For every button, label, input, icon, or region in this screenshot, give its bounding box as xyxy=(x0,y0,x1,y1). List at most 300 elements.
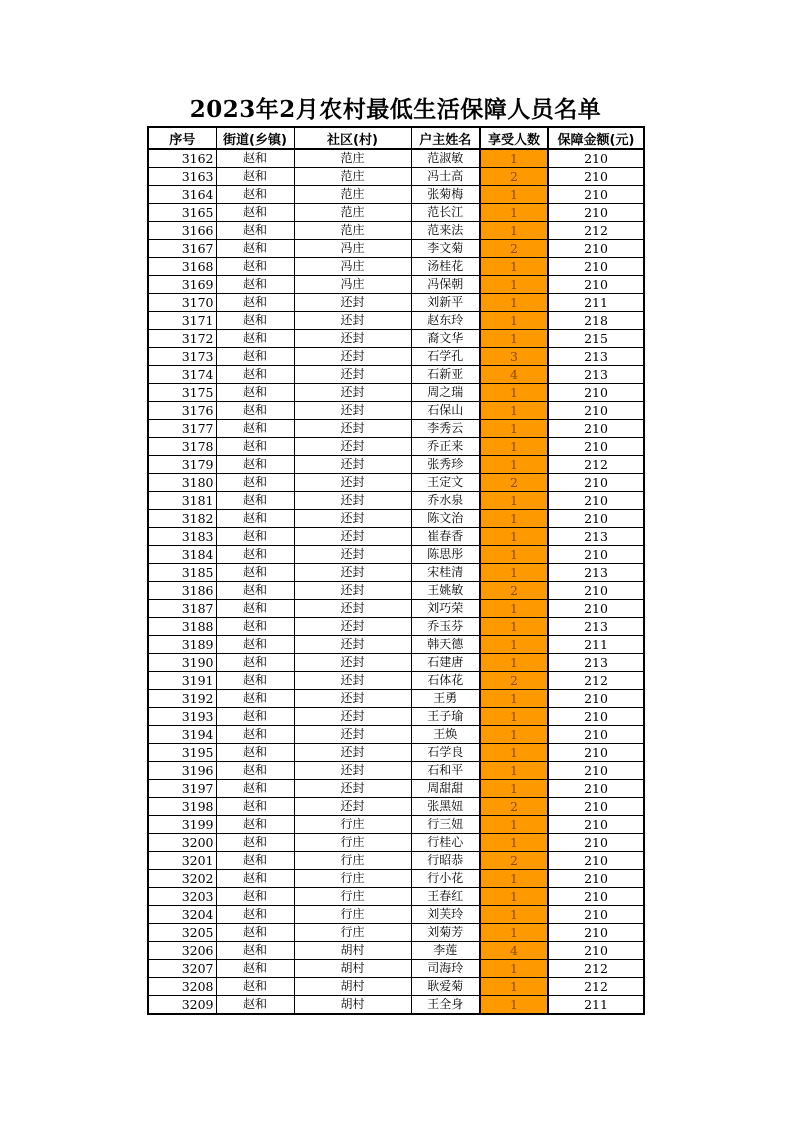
street-cell: 赵和 xyxy=(216,636,294,654)
amount-cell: 210 xyxy=(548,708,644,726)
village-cell: 范庄 xyxy=(294,222,411,240)
amount-cell: 210 xyxy=(548,942,644,960)
village-cell: 范庄 xyxy=(294,186,411,204)
street-cell: 赵和 xyxy=(216,762,294,780)
street-cell: 赵和 xyxy=(216,294,294,312)
seq-cell: 3192 xyxy=(148,690,216,708)
beneficiary-count-cell: 2 xyxy=(480,474,548,492)
beneficiary-count-cell: 4 xyxy=(480,942,548,960)
amount-cell: 210 xyxy=(548,276,644,294)
street-cell: 赵和 xyxy=(216,564,294,582)
amount-cell: 212 xyxy=(548,960,644,978)
street-cell: 赵和 xyxy=(216,870,294,888)
seq-cell: 3173 xyxy=(148,348,216,366)
beneficiary-count-cell: 2 xyxy=(480,798,548,816)
amount-cell: 210 xyxy=(548,888,644,906)
table-row xyxy=(148,690,644,708)
table-row xyxy=(148,294,644,312)
holder-name-cell: 王勇 xyxy=(411,690,480,708)
table-row xyxy=(148,330,644,348)
holder-name-cell: 乔水泉 xyxy=(411,492,480,510)
village-cell: 还封 xyxy=(294,690,411,708)
street-cell: 赵和 xyxy=(216,492,294,510)
street-cell: 赵和 xyxy=(216,330,294,348)
column-header-holder: 户主姓名 xyxy=(411,127,480,149)
village-cell: 还封 xyxy=(294,312,411,330)
village-cell: 还封 xyxy=(294,546,411,564)
amount-cell: 213 xyxy=(548,618,644,636)
amount-cell: 210 xyxy=(548,420,644,438)
village-cell: 还封 xyxy=(294,654,411,672)
street-cell: 赵和 xyxy=(216,582,294,600)
seq-cell: 3187 xyxy=(148,600,216,618)
street-cell: 赵和 xyxy=(216,906,294,924)
amount-cell: 213 xyxy=(548,348,644,366)
street-cell: 赵和 xyxy=(216,222,294,240)
table-row xyxy=(148,708,644,726)
holder-name-cell: 范长江 xyxy=(411,204,480,222)
table-row xyxy=(148,600,644,618)
village-cell: 还封 xyxy=(294,528,411,546)
beneficiary-count-cell: 1 xyxy=(480,924,548,942)
beneficiary-count-cell: 1 xyxy=(480,816,548,834)
beneficiary-count-cell: 1 xyxy=(480,258,548,276)
table-row xyxy=(148,726,644,744)
holder-name-cell: 王定文 xyxy=(411,474,480,492)
beneficiary-count-cell: 1 xyxy=(480,978,548,996)
table-row xyxy=(148,942,644,960)
holder-name-cell: 范淑敏 xyxy=(411,149,480,168)
village-cell: 还封 xyxy=(294,402,411,420)
beneficiary-count-cell: 1 xyxy=(480,708,548,726)
beneficiary-count-cell: 1 xyxy=(480,870,548,888)
amount-cell: 210 xyxy=(548,492,644,510)
street-cell: 赵和 xyxy=(216,618,294,636)
seq-cell: 3165 xyxy=(148,204,216,222)
holder-name-cell: 周之瑞 xyxy=(411,384,480,402)
holder-name-cell: 冯士高 xyxy=(411,168,480,186)
table-row xyxy=(148,798,644,816)
column-header-village: 社区(村) xyxy=(294,127,411,149)
beneficiary-count-cell: 1 xyxy=(480,492,548,510)
table-row xyxy=(148,888,644,906)
recipient-table xyxy=(147,126,645,1015)
amount-cell: 210 xyxy=(548,600,644,618)
seq-cell: 3168 xyxy=(148,258,216,276)
table-row xyxy=(148,240,644,258)
beneficiary-count-cell: 1 xyxy=(480,744,548,762)
amount-cell: 213 xyxy=(548,654,644,672)
holder-name-cell: 行三妞 xyxy=(411,816,480,834)
holder-name-cell: 裔文华 xyxy=(411,330,480,348)
table-row xyxy=(148,420,644,438)
table-row xyxy=(148,960,644,978)
seq-cell: 3198 xyxy=(148,798,216,816)
holder-name-cell: 冯保朝 xyxy=(411,276,480,294)
holder-name-cell: 周甜甜 xyxy=(411,780,480,798)
beneficiary-count-cell: 1 xyxy=(480,546,548,564)
beneficiary-count-cell: 1 xyxy=(480,276,548,294)
beneficiary-count-cell: 1 xyxy=(480,726,548,744)
holder-name-cell: 李秀云 xyxy=(411,420,480,438)
street-cell: 赵和 xyxy=(216,240,294,258)
holder-name-cell: 张秀珍 xyxy=(411,456,480,474)
street-cell: 赵和 xyxy=(216,474,294,492)
seq-cell: 3204 xyxy=(148,906,216,924)
beneficiary-count-cell: 1 xyxy=(480,384,548,402)
holder-name-cell: 刘新平 xyxy=(411,294,480,312)
holder-name-cell: 刘菊芳 xyxy=(411,924,480,942)
village-cell: 行庄 xyxy=(294,834,411,852)
amount-cell: 211 xyxy=(548,996,644,1015)
amount-cell: 210 xyxy=(548,582,644,600)
village-cell: 行庄 xyxy=(294,924,411,942)
village-cell: 还封 xyxy=(294,348,411,366)
table-row xyxy=(148,456,644,474)
seq-cell: 3196 xyxy=(148,762,216,780)
beneficiary-count-cell: 2 xyxy=(480,168,548,186)
table-row xyxy=(148,348,644,366)
amount-cell: 210 xyxy=(548,816,644,834)
table-row xyxy=(148,924,644,942)
seq-cell: 3207 xyxy=(148,960,216,978)
holder-name-cell: 王子瑜 xyxy=(411,708,480,726)
table-row xyxy=(148,564,644,582)
table-row xyxy=(148,582,644,600)
table-row xyxy=(148,276,644,294)
street-cell: 赵和 xyxy=(216,924,294,942)
beneficiary-count-cell: 1 xyxy=(480,762,548,780)
beneficiary-count-cell: 1 xyxy=(480,186,548,204)
amount-cell: 212 xyxy=(548,672,644,690)
seq-cell: 3185 xyxy=(148,564,216,582)
table-row xyxy=(148,546,644,564)
table-row xyxy=(148,834,644,852)
table-row xyxy=(148,744,644,762)
holder-name-cell: 张菊梅 xyxy=(411,186,480,204)
table-body xyxy=(148,149,644,1014)
village-cell: 冯庄 xyxy=(294,258,411,276)
table-row xyxy=(148,816,644,834)
street-cell: 赵和 xyxy=(216,888,294,906)
amount-cell: 210 xyxy=(548,438,644,456)
seq-cell: 3172 xyxy=(148,330,216,348)
seq-cell: 3195 xyxy=(148,744,216,762)
village-cell: 还封 xyxy=(294,366,411,384)
holder-name-cell: 范来法 xyxy=(411,222,480,240)
amount-cell: 210 xyxy=(548,834,644,852)
holder-name-cell: 行小花 xyxy=(411,870,480,888)
beneficiary-count-cell: 1 xyxy=(480,438,548,456)
holder-name-cell: 石和平 xyxy=(411,762,480,780)
holder-name-cell: 汤桂花 xyxy=(411,258,480,276)
column-header-street: 街道(乡镇) xyxy=(216,127,294,149)
village-cell: 行庄 xyxy=(294,816,411,834)
seq-cell: 3200 xyxy=(148,834,216,852)
amount-cell: 210 xyxy=(548,510,644,528)
beneficiary-count-cell: 1 xyxy=(480,204,548,222)
street-cell: 赵和 xyxy=(216,654,294,672)
seq-cell: 3209 xyxy=(148,996,216,1015)
amount-cell: 210 xyxy=(548,906,644,924)
street-cell: 赵和 xyxy=(216,510,294,528)
table-row xyxy=(148,186,644,204)
holder-name-cell: 石保山 xyxy=(411,402,480,420)
amount-cell: 211 xyxy=(548,636,644,654)
amount-cell: 212 xyxy=(548,222,644,240)
amount-cell: 210 xyxy=(548,168,644,186)
holder-name-cell: 李文菊 xyxy=(411,240,480,258)
table-row xyxy=(148,438,644,456)
holder-name-cell: 王姚敏 xyxy=(411,582,480,600)
street-cell: 赵和 xyxy=(216,204,294,222)
amount-cell: 210 xyxy=(548,204,644,222)
village-cell: 还封 xyxy=(294,762,411,780)
village-cell: 还封 xyxy=(294,294,411,312)
village-cell: 还封 xyxy=(294,672,411,690)
holder-name-cell: 刘芙玲 xyxy=(411,906,480,924)
seq-cell: 3206 xyxy=(148,942,216,960)
street-cell: 赵和 xyxy=(216,978,294,996)
beneficiary-count-cell: 1 xyxy=(480,690,548,708)
column-header-amount: 保障金额(元) xyxy=(548,127,644,149)
village-cell: 冯庄 xyxy=(294,276,411,294)
beneficiary-count-cell: 3 xyxy=(480,348,548,366)
beneficiary-count-cell: 1 xyxy=(480,528,548,546)
village-cell: 还封 xyxy=(294,384,411,402)
beneficiary-count-cell: 1 xyxy=(480,888,548,906)
table-row xyxy=(148,654,644,672)
beneficiary-count-cell: 1 xyxy=(480,618,548,636)
holder-name-cell: 乔玉芬 xyxy=(411,618,480,636)
street-cell: 赵和 xyxy=(216,168,294,186)
holder-name-cell: 赵东玲 xyxy=(411,312,480,330)
seq-cell: 3181 xyxy=(148,492,216,510)
seq-cell: 3163 xyxy=(148,168,216,186)
holder-name-cell: 乔正来 xyxy=(411,438,480,456)
seq-cell: 3162 xyxy=(148,149,216,168)
beneficiary-count-cell: 1 xyxy=(480,402,548,420)
street-cell: 赵和 xyxy=(216,546,294,564)
village-cell: 胡村 xyxy=(294,978,411,996)
holder-name-cell: 石学孔 xyxy=(411,348,480,366)
village-cell: 还封 xyxy=(294,456,411,474)
holder-name-cell: 王全身 xyxy=(411,996,480,1015)
table-row xyxy=(148,258,644,276)
beneficiary-count-cell: 1 xyxy=(480,149,548,168)
amount-cell: 210 xyxy=(548,186,644,204)
holder-name-cell: 陈思彤 xyxy=(411,546,480,564)
seq-cell: 3201 xyxy=(148,852,216,870)
table-row xyxy=(148,510,644,528)
street-cell: 赵和 xyxy=(216,348,294,366)
table-row xyxy=(148,492,644,510)
seq-cell: 3202 xyxy=(148,870,216,888)
holder-name-cell: 韩天德 xyxy=(411,636,480,654)
amount-cell: 210 xyxy=(548,870,644,888)
table-row xyxy=(148,384,644,402)
village-cell: 还封 xyxy=(294,636,411,654)
seq-cell: 3164 xyxy=(148,186,216,204)
street-cell: 赵和 xyxy=(216,456,294,474)
seq-cell: 3203 xyxy=(148,888,216,906)
beneficiary-count-cell: 4 xyxy=(480,366,548,384)
table-row xyxy=(148,870,644,888)
village-cell: 还封 xyxy=(294,420,411,438)
seq-cell: 3178 xyxy=(148,438,216,456)
seq-cell: 3167 xyxy=(148,240,216,258)
beneficiary-count-cell: 2 xyxy=(480,582,548,600)
street-cell: 赵和 xyxy=(216,438,294,456)
amount-cell: 210 xyxy=(548,924,644,942)
holder-name-cell: 司海玲 xyxy=(411,960,480,978)
seq-cell: 3189 xyxy=(148,636,216,654)
holder-name-cell: 王焕 xyxy=(411,726,480,744)
village-cell: 还封 xyxy=(294,474,411,492)
table-row xyxy=(148,780,644,798)
seq-cell: 3197 xyxy=(148,780,216,798)
beneficiary-count-cell: 1 xyxy=(480,906,548,924)
amount-cell: 210 xyxy=(548,149,644,168)
seq-cell: 3180 xyxy=(148,474,216,492)
amount-cell: 210 xyxy=(548,798,644,816)
street-cell: 赵和 xyxy=(216,312,294,330)
village-cell: 还封 xyxy=(294,780,411,798)
page-title: 2023年2月农村最低生活保障人员名单 xyxy=(189,96,602,123)
village-cell: 胡村 xyxy=(294,942,411,960)
amount-cell: 210 xyxy=(548,546,644,564)
table-row xyxy=(148,222,644,240)
village-cell: 范庄 xyxy=(294,204,411,222)
village-cell: 还封 xyxy=(294,726,411,744)
street-cell: 赵和 xyxy=(216,798,294,816)
street-cell: 赵和 xyxy=(216,600,294,618)
seq-cell: 3175 xyxy=(148,384,216,402)
table-row xyxy=(148,402,644,420)
table-row xyxy=(148,672,644,690)
amount-cell: 213 xyxy=(548,366,644,384)
beneficiary-count-cell: 1 xyxy=(480,294,548,312)
beneficiary-count-cell: 2 xyxy=(480,852,548,870)
amount-cell: 212 xyxy=(548,456,644,474)
beneficiary-count-cell: 1 xyxy=(480,600,548,618)
village-cell: 还封 xyxy=(294,564,411,582)
beneficiary-count-cell: 1 xyxy=(480,960,548,978)
seq-cell: 3193 xyxy=(148,708,216,726)
amount-cell: 210 xyxy=(548,726,644,744)
holder-name-cell: 石体花 xyxy=(411,672,480,690)
beneficiary-count-cell: 1 xyxy=(480,456,548,474)
beneficiary-count-cell: 2 xyxy=(480,240,548,258)
street-cell: 赵和 xyxy=(216,690,294,708)
holder-name-cell: 石学良 xyxy=(411,744,480,762)
village-cell: 行庄 xyxy=(294,870,411,888)
amount-cell: 215 xyxy=(548,330,644,348)
village-cell: 冯庄 xyxy=(294,240,411,258)
street-cell: 赵和 xyxy=(216,402,294,420)
street-cell: 赵和 xyxy=(216,420,294,438)
street-cell: 赵和 xyxy=(216,276,294,294)
amount-cell: 213 xyxy=(548,528,644,546)
amount-cell: 218 xyxy=(548,312,644,330)
seq-cell: 3205 xyxy=(148,924,216,942)
table-row xyxy=(148,168,644,186)
table-row xyxy=(148,618,644,636)
beneficiary-count-cell: 1 xyxy=(480,510,548,528)
beneficiary-count-cell: 1 xyxy=(480,330,548,348)
village-cell: 行庄 xyxy=(294,906,411,924)
beneficiary-count-cell: 1 xyxy=(480,222,548,240)
table-row xyxy=(148,312,644,330)
seq-cell: 3166 xyxy=(148,222,216,240)
amount-cell: 210 xyxy=(548,852,644,870)
beneficiary-count-cell: 1 xyxy=(480,420,548,438)
seq-cell: 3171 xyxy=(148,312,216,330)
holder-name-cell: 宋桂清 xyxy=(411,564,480,582)
amount-cell: 210 xyxy=(548,402,644,420)
amount-cell: 210 xyxy=(548,474,644,492)
street-cell: 赵和 xyxy=(216,528,294,546)
seq-cell: 3208 xyxy=(148,978,216,996)
village-cell: 范庄 xyxy=(294,149,411,168)
table-row xyxy=(148,528,644,546)
table-row xyxy=(148,474,644,492)
village-cell: 行庄 xyxy=(294,888,411,906)
table-row xyxy=(148,996,644,1015)
beneficiary-count-cell: 2 xyxy=(480,672,548,690)
street-cell: 赵和 xyxy=(216,258,294,276)
village-cell: 还封 xyxy=(294,744,411,762)
seq-cell: 3182 xyxy=(148,510,216,528)
village-cell: 还封 xyxy=(294,798,411,816)
street-cell: 赵和 xyxy=(216,834,294,852)
beneficiary-count-cell: 1 xyxy=(480,636,548,654)
seq-cell: 3176 xyxy=(148,402,216,420)
village-cell: 还封 xyxy=(294,618,411,636)
village-cell: 胡村 xyxy=(294,960,411,978)
table-row xyxy=(148,366,644,384)
seq-cell: 3188 xyxy=(148,618,216,636)
village-cell: 还封 xyxy=(294,492,411,510)
holder-name-cell: 石新亚 xyxy=(411,366,480,384)
amount-cell: 210 xyxy=(548,258,644,276)
amount-cell: 211 xyxy=(548,294,644,312)
village-cell: 范庄 xyxy=(294,168,411,186)
village-cell: 还封 xyxy=(294,438,411,456)
amount-cell: 210 xyxy=(548,690,644,708)
holder-name-cell: 刘巧荣 xyxy=(411,600,480,618)
street-cell: 赵和 xyxy=(216,816,294,834)
seq-cell: 3177 xyxy=(148,420,216,438)
seq-cell: 3170 xyxy=(148,294,216,312)
table-row xyxy=(148,852,644,870)
amount-cell: 210 xyxy=(548,384,644,402)
street-cell: 赵和 xyxy=(216,366,294,384)
village-cell: 还封 xyxy=(294,330,411,348)
street-cell: 赵和 xyxy=(216,186,294,204)
table-row xyxy=(148,636,644,654)
village-cell: 还封 xyxy=(294,708,411,726)
holder-name-cell: 崔春香 xyxy=(411,528,480,546)
street-cell: 赵和 xyxy=(216,384,294,402)
beneficiary-count-cell: 1 xyxy=(480,312,548,330)
holder-name-cell: 陈文治 xyxy=(411,510,480,528)
holder-name-cell: 张黑妞 xyxy=(411,798,480,816)
street-cell: 赵和 xyxy=(216,780,294,798)
seq-cell: 3190 xyxy=(148,654,216,672)
holder-name-cell: 王春红 xyxy=(411,888,480,906)
holder-name-cell: 李莲 xyxy=(411,942,480,960)
